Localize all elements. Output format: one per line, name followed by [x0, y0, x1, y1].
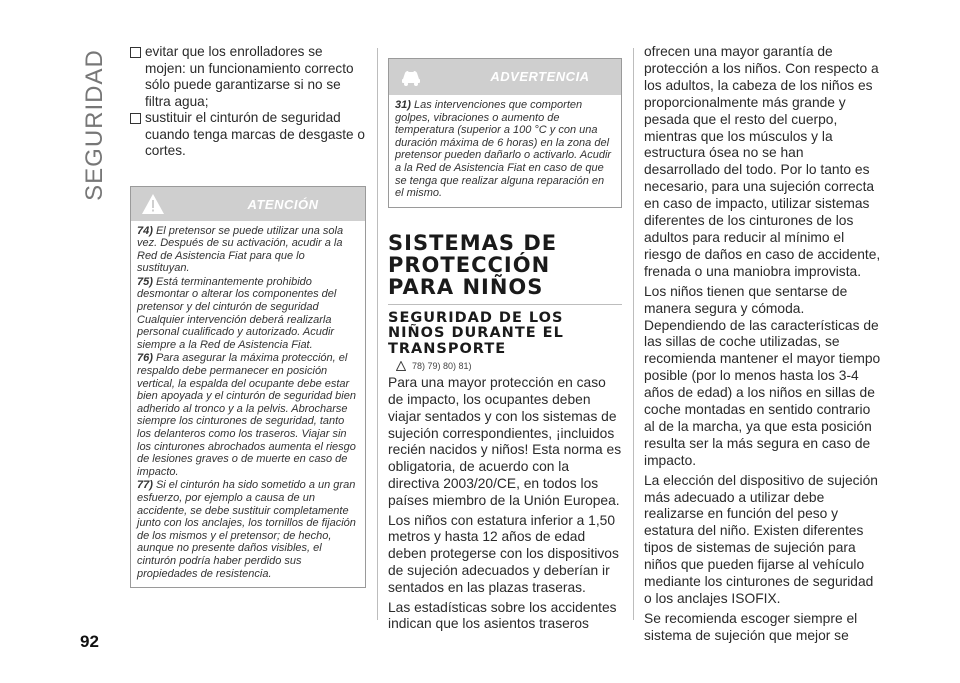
- warning-triangle-icon: [396, 361, 406, 371]
- item-number: 31): [395, 99, 411, 111]
- column-2: [388, 44, 622, 636]
- item-number: 74): [137, 224, 153, 237]
- side-section-title: [80, 50, 110, 200]
- item-text: Está terminantemente prohibido desmontar o alterar los componentes del pretensor y del cinturón de seguridad Cualquier intervención deberá realizarla personal cualificado y autorizado. Acudir siempre a la Red de Asistencia Fiat.: [137, 275, 337, 351]
- warning-title: ADVERTENCIA: [490, 69, 590, 84]
- caution-item: [137, 479, 359, 580]
- warning-box: [388, 58, 622, 208]
- item-number: 77): [137, 479, 153, 492]
- column-divider: [377, 48, 378, 620]
- section-heading: SISTEMAS DE PROTECCIÓN PARA NIÑOS: [388, 232, 622, 305]
- caution-title: ATENCIÓN: [247, 196, 319, 212]
- item-text: Las intervenciones que comporten golpes, vibraciones o aumento de temperatura (superior a 100 °C y con una duración máxima de 6 horas) en la zona del pretensor pueden dañarlo o activarlo. Acudir a la Red de Asistencia Fiat en caso de que se tenga que realizar alguna reparación en el mismo.: [395, 99, 612, 200]
- bullet-text: sustituir el cinturón de seguridad cuando tenga marcas de desgaste o cortes.: [145, 110, 365, 158]
- column-divider: [633, 48, 634, 620]
- paragraph: La elección del dispositivo de sujeción más adecuado a utilizar debe realizarse en función del peso y estatura del niño. Existen diferentes tipos de sistemas de sujeción para niños que pueden fijarse al vehículo mediante los cinturones de seguridad o los anclajes ISOFIX.: [644, 472, 878, 606]
- column-1: [130, 44, 366, 588]
- paragraph: Los niños tienen que sentarse de manera segura y cómoda. Dependiendo de las características de las sillas de coche utilizadas, se recomienda mantener el mayor tiempo posible (por lo menos hasta los 3-4 años de edad) a los niños en sillas de coche montadas en sentido contrario al de la marcha, ya que esta posición resulta ser la más segura en caso de impacto.: [644, 283, 881, 468]
- paragraph: Se recomienda escoger siempre el sistema de sujeción que mejor se: [644, 610, 858, 643]
- subsection-heading: SEGURIDAD DE LOS NIÑOS DURANTE EL TRANSPORTE: [388, 309, 564, 357]
- item-number: 76): [137, 352, 153, 365]
- item-text: El pretensor se puede utilizar una sola vez. Después de su activación, acudir a la Red de Asistencia Fiat para que lo sustituyan.: [137, 224, 344, 275]
- page-number: 92: [80, 632, 99, 651]
- warning-body: [389, 95, 621, 207]
- caution-header: [131, 187, 365, 221]
- item-text: Si el cinturón ha sido sometido a un gran esfuerzo, por ejemplo a causa de un accidente, se debe sustituir completamente junto con los anclajes, los tornillos de fijación de los mismos y el pretensor; de hecho, aunque no presente daños visibles, el cinturón podría haber perdido sus propiedades de resistencia.: [137, 479, 356, 580]
- warning-header: [389, 59, 621, 95]
- bullet-item: [130, 44, 366, 110]
- reference-numbers: 78) 79) 80) 81): [412, 361, 472, 372]
- body-text: [388, 375, 622, 633]
- bullet-item: [130, 110, 366, 160]
- item-number: 75): [137, 275, 153, 288]
- item-text: Para asegurar la máxima protección, el respaldo debe permanecer en posición vertical, la espalda del ocupante debe estar bien apoyada y el cinturón de seguridad bien adherido al tronco y a la pelvis. Abrocharse siempre los cinturones de seguridad, tanto los delanteros como los traseros. Viajar sin los cinturones abrochados aumenta el riesgo de lesiones graves o de muerte en caso de impacto.: [137, 352, 356, 478]
- square-bullet-icon: [130, 47, 141, 58]
- warning-item: [395, 99, 615, 200]
- warning-triangle-icon: [141, 192, 165, 216]
- paragraph: Los niños con estatura inferior a 1,50 metros y hasta 12 años de edad deben protegerse con los dispositivos de sujeción adecuados y deberían ir sentados en las plazas traseras.: [388, 512, 619, 595]
- paragraph: ofrecen una mayor garantía de protección a los niños. Con respecto a los adultos, la cabeza de los niños es proporcionalmente más grande y pesada que el resto del cuerpo, mientras que los músculos y la estructura ósea no se han desarrollado del todo. Por lo tanto es necesario, para una sujeción correcta en caso de impacto, utilizar sistemas diferentes de los cinturones de los adultos para reducir al mínimo el riesgo de daños en caso de accidente, frenada o una maniobra improvista.: [644, 44, 881, 279]
- caution-item: [137, 276, 359, 352]
- section-title-text: SEGURIDAD: [81, 49, 108, 201]
- bullet-text: evitar que los enrolladores se mojen: un funcionamiento correcto sólo puede garantizarse si no se filtra agua;: [145, 44, 354, 109]
- warning-references: [396, 361, 622, 371]
- square-bullet-icon: [130, 113, 141, 124]
- caution-box: [130, 186, 366, 589]
- body-text: [644, 44, 882, 645]
- caution-body: [131, 221, 365, 588]
- paragraph: Para una mayor protección en caso de impacto, los ocupantes deben viajar sentados y con los sistemas de sujeción correspondientes, ¡incluidos recién nacidos y niños! Esta norma es obligatoria, de acuerdo con la directiva 2003/20/CE, en todos los países miembro de la Unión Europea.: [388, 375, 622, 508]
- paragraph: Las estadísticas sobre los accidentes indican que los asientos traseros: [388, 599, 617, 632]
- caution-item: [137, 352, 359, 478]
- column-3: [644, 44, 882, 648]
- caution-item: [137, 225, 359, 275]
- car-warning-icon: [399, 64, 423, 88]
